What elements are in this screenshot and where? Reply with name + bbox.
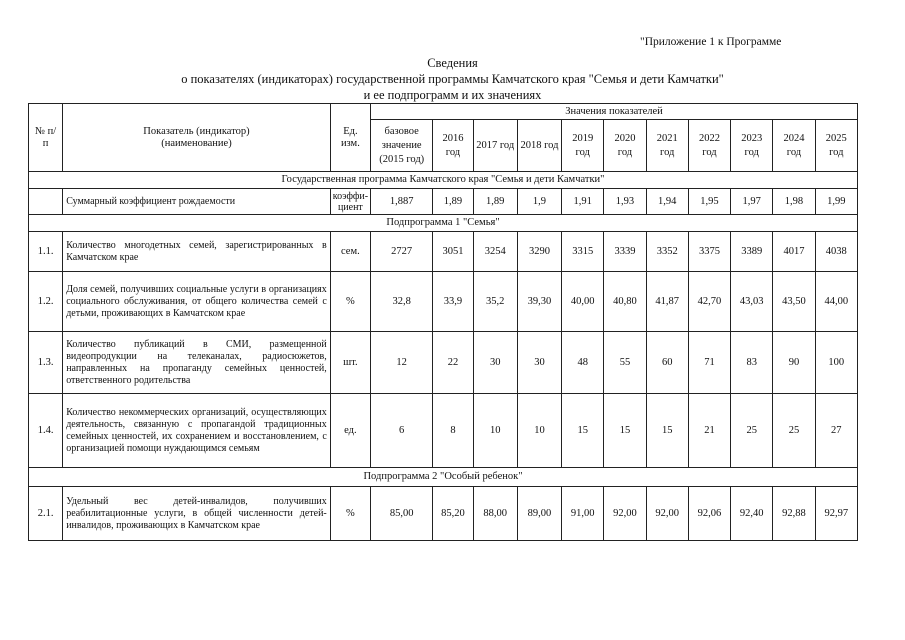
document-title: Сведения (427, 56, 478, 70)
header-year: 2025 год (815, 120, 857, 172)
row-value: 1,89 (473, 189, 517, 215)
row-value: 3254 (473, 232, 517, 272)
row-unit: шт. (330, 332, 370, 394)
row-value: 92,00 (604, 487, 646, 541)
header-year: 2018 год (517, 120, 561, 172)
row-value: 30 (473, 332, 517, 394)
row-value: 12 (371, 332, 433, 394)
row-num: 2.1. (29, 487, 63, 541)
row-value: 1,91 (562, 189, 604, 215)
row-value: 8 (433, 394, 473, 468)
row-indicator: Количество публикаций в СМИ, размещенной видеопродукции на телеканалах, радиосюжетов, направленных на пропаганду семейных ценностей, ответственного родительства (63, 332, 331, 394)
row-value: 44,00 (815, 272, 857, 332)
row-value: 1,95 (688, 189, 730, 215)
header-unit: Ед. изм. (330, 104, 370, 172)
row-value: 1,89 (433, 189, 473, 215)
row-value: 92,40 (731, 487, 773, 541)
row-value: 83 (731, 332, 773, 394)
row-value: 1,94 (646, 189, 688, 215)
row-num: 1.1. (29, 232, 63, 272)
row-value: 1,93 (604, 189, 646, 215)
row-value: 3051 (433, 232, 473, 272)
row-value: 15 (604, 394, 646, 468)
indicators-table (28, 103, 858, 541)
row-value: 35,2 (473, 272, 517, 332)
row-value: 1,98 (773, 189, 815, 215)
row-value: 3290 (517, 232, 561, 272)
document-subtitle: о показателях (индикаторах) государственной программы Камчатского края "Семья и дети Камчатки" (181, 72, 724, 86)
row-value: 3352 (646, 232, 688, 272)
row-value: 3375 (688, 232, 730, 272)
row-value: 48 (562, 332, 604, 394)
table-row (29, 189, 858, 215)
header-year: 2021 год (646, 120, 688, 172)
row-value: 88,00 (473, 487, 517, 541)
row-indicator: Суммарный коэффициент рождаемости (63, 189, 331, 215)
row-value: 60 (646, 332, 688, 394)
row-value: 10 (517, 394, 561, 468)
header-base: базовое значение (2015 год) (371, 120, 433, 172)
row-unit: ед. (330, 394, 370, 468)
row-value: 6 (371, 394, 433, 468)
row-value: 85,20 (433, 487, 473, 541)
row-value: 89,00 (517, 487, 561, 541)
header-year: 2022 год (688, 120, 730, 172)
row-unit: % (330, 272, 370, 332)
row-value: 25 (731, 394, 773, 468)
row-value: 92,06 (688, 487, 730, 541)
row-value: 33,9 (433, 272, 473, 332)
header-year: 2017 год (473, 120, 517, 172)
header-year: 2019 год (562, 120, 604, 172)
row-value: 90 (773, 332, 815, 394)
row-value: 39,30 (517, 272, 561, 332)
row-value: 41,87 (646, 272, 688, 332)
row-value: 71 (688, 332, 730, 394)
appendix-label: "Приложение 1 к Программе (640, 36, 782, 48)
document-subtitle-2: и ее подпрограмм и их значениях (363, 88, 542, 102)
row-value: 4017 (773, 232, 815, 272)
row-value: 40,00 (562, 272, 604, 332)
header-year: 2024 год (773, 120, 815, 172)
row-value: 1,97 (731, 189, 773, 215)
table-row (29, 487, 858, 541)
row-value: 92,97 (815, 487, 857, 541)
row-value: 42,70 (688, 272, 730, 332)
row-value: 30 (517, 332, 561, 394)
header-num: № п/п (29, 104, 63, 172)
header-year: 2023 год (731, 120, 773, 172)
table-row (29, 394, 858, 468)
row-value: 10 (473, 394, 517, 468)
section-subprogram-2: Подпрограмма 2 "Особый ребенок" (29, 468, 858, 487)
header-indicator: Показатель (индикатор) (наименование) (63, 104, 331, 172)
row-value: 4038 (815, 232, 857, 272)
row-num: 1.2. (29, 272, 63, 332)
row-value: 92,00 (646, 487, 688, 541)
row-value: 1,887 (371, 189, 433, 215)
row-indicator: Удельный вес детей-инвалидов, получивших реабилитационные услуги, в общей численности детей-инвалидов, проживающих в Камчатском крае (63, 487, 331, 541)
row-value: 92,88 (773, 487, 815, 541)
table-row (29, 232, 858, 272)
row-num (29, 189, 63, 215)
row-value: 1,99 (815, 189, 857, 215)
row-unit: % (330, 487, 370, 541)
row-value: 32,8 (371, 272, 433, 332)
row-value: 55 (604, 332, 646, 394)
row-value: 2727 (371, 232, 433, 272)
row-num: 1.4. (29, 394, 63, 468)
row-value: 43,03 (731, 272, 773, 332)
row-value: 3339 (604, 232, 646, 272)
row-value: 25 (773, 394, 815, 468)
row-unit: сем. (330, 232, 370, 272)
row-value: 3389 (731, 232, 773, 272)
row-value: 43,50 (773, 272, 815, 332)
row-value: 22 (433, 332, 473, 394)
row-value: 21 (688, 394, 730, 468)
header-values: Значения показателей (371, 104, 858, 120)
row-value: 27 (815, 394, 857, 468)
row-value: 100 (815, 332, 857, 394)
row-value: 15 (562, 394, 604, 468)
row-value: 3315 (562, 232, 604, 272)
row-unit: коэффи-циент (330, 189, 370, 215)
table-row (29, 332, 858, 394)
row-value: 40,80 (604, 272, 646, 332)
section-subprogram-1: Подпрограмма 1 "Семья" (29, 215, 858, 232)
row-value: 85,00 (371, 487, 433, 541)
table-row (29, 272, 858, 332)
row-num: 1.3. (29, 332, 63, 394)
section-program: Государственная программа Камчатского края "Семья и дети Камчатки" (29, 172, 858, 189)
header-year: 2016 год (433, 120, 473, 172)
row-indicator: Количество некоммерческих организаций, осуществляющих деятельность, связанную с пропагандой традиционных семейных ценностей, их сохранением и восстановлением, с организацией помощи нуждающимся семьям (63, 394, 331, 468)
header-year: 2020 год (604, 120, 646, 172)
row-value: 15 (646, 394, 688, 468)
row-indicator: Доля семей, получивших социальные услуги в организациях социального обслуживания, от общего количества семей с детьми, проживающих в Камчатском крае (63, 272, 331, 332)
row-indicator: Количество многодетных семей, зарегистрированных в Камчатском крае (63, 232, 331, 272)
row-value: 1,9 (517, 189, 561, 215)
row-value: 91,00 (562, 487, 604, 541)
